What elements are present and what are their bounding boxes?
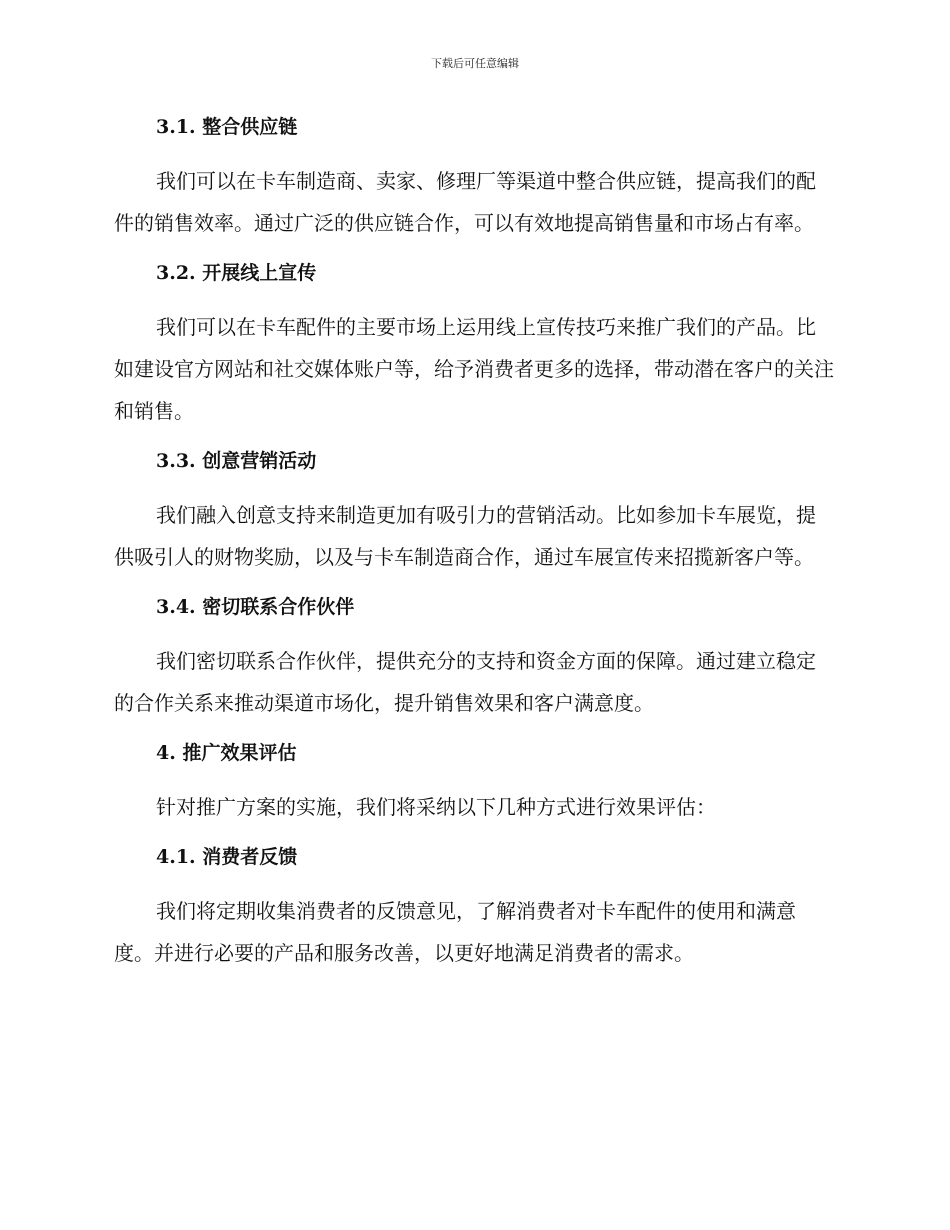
section-paragraph: 我们密切联系合作伙伴，提供充分的支持和资金方面的保障。通过建立稳定的合作关系来推动渠道市场化，提升销售效果和客户满意度。 <box>114 649 816 715</box>
section-heading: 3.4. 密切联系合作伙伴 <box>156 596 355 618</box>
document-body <box>114 112 834 988</box>
section-heading: 3.3. 创意营销活动 <box>156 450 317 472</box>
section-paragraph: 我们融入创意支持来制造更加有吸引力的营销活动。比如参加卡车展览，提供吸引人的财物奖励，以及与卡车制造商合作，通过车展宣传来招揽新客户等。 <box>114 503 816 569</box>
section-paragraph: 我们将定期收集消费者的反馈意见，了解消费者对卡车配件的使用和满意度。并进行必要的产品和服务改善，以更好地满足消费者的需求。 <box>114 899 796 965</box>
section-heading: 4.1. 消费者反馈 <box>156 846 298 868</box>
section-paragraph: 我们可以在卡车制造商、卖家、修理厂等渠道中整合供应链，提高我们的配件的销售效率。通过广泛的供应链合作，可以有效地提高销售量和市场占有率。 <box>114 169 816 235</box>
section-paragraph: 针对推广方案的实施，我们将采纳以下几种方式进行效果评估： <box>156 795 716 819</box>
section-paragraph: 我们可以在卡车配件的主要市场上运用线上宣传技巧来推广我们的产品。比如建设官方网站和社交媒体账户等，给予消费者更多的选择，带动潜在客户的关注和销售。 <box>114 315 834 423</box>
page-header: 下载后可任意编辑 <box>431 57 519 70</box>
section-heading: 4. 推广效果评估 <box>156 742 297 764</box>
section-heading: 3.2. 开展线上宣传 <box>156 262 317 284</box>
section-heading: 3.1. 整合供应链 <box>156 116 298 138</box>
